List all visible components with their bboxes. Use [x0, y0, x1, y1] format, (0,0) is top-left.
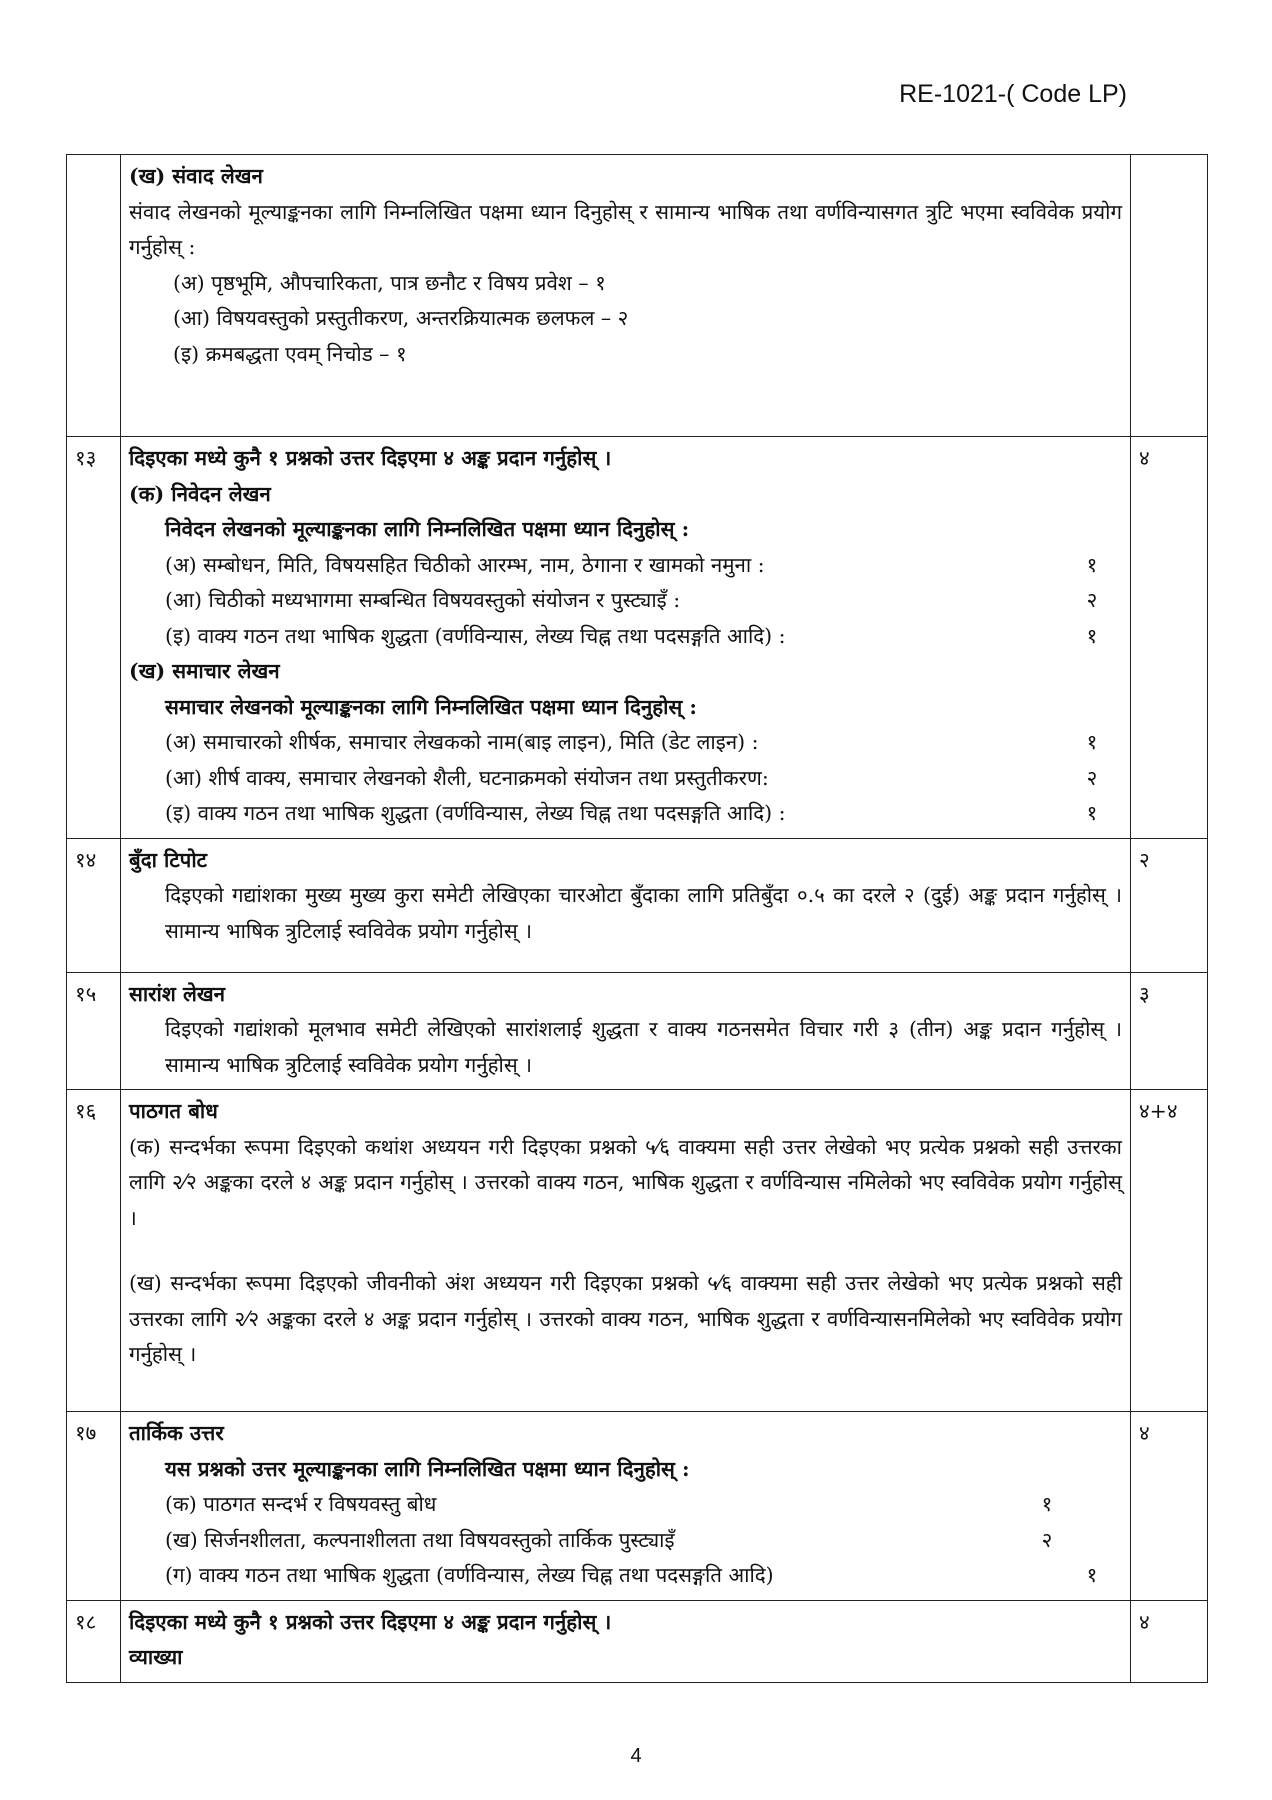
section-heading: व्याख्या [129, 1645, 183, 1669]
page-number: 4 [630, 1745, 642, 1767]
section-heading: (ख) समाचार लेखन [129, 659, 280, 683]
instruction-text: (ख) सन्दर्भका रूपमा दिइएको जीवनीको अंश अध्ययन गरी दिइएका प्रश्नको ५⁄६ वाक्यमा सही उत्तर लेखेको भए प्रत्येक प्रश्नको सही उत्तरका लागि २⁄२ अङ्कका दरले ४ अङ्क प्रदान गर्नुहोस् । उत्तरको वाक्य गठन, भाषिक शुद्धता र वर्णविन्यासनमिलेको भए स्वविवेक प्रयोग गर्नुहोस् । [129, 1271, 1122, 1366]
criterion-row [129, 548, 1122, 584]
question-content [121, 1090, 1131, 1412]
criterion-text: (इ) वाक्य गठन तथा भाषिक शुद्धता (वर्णविन्यास, लेख्य चिह्न तथा पदसङ्गति आदि) : [165, 801, 786, 825]
criterion-mark: १ [1041, 1492, 1053, 1516]
question-marks: ३ [1131, 972, 1208, 1090]
criterion-text: (इ) वाक्य गठन तथा भाषिक शुद्धता (वर्णविन्यास, लेख्य चिह्न तथा पदसङ्गति आदि) : [165, 623, 786, 648]
question-marks [1131, 155, 1208, 437]
criterion-row [129, 796, 1122, 832]
question-number: १६ [67, 1090, 121, 1412]
instruction-text: दिइएको गद्यांशका मुख्य मुख्य कुरा समेटी लेखिएका चारओटा बुँदाका लागि प्रतिबुँदा ०.५ का दरले २ (दुई) अङ्क प्रदान गर्नुहोस् । सामान्य भाषिक त्रुटिलाई स्वविवेक प्रयोग गर्नुहोस् । [165, 883, 1122, 943]
criterion-mark: २ [1086, 765, 1098, 790]
question-marks: ४ [1131, 437, 1208, 839]
criterion-mark: २ [1086, 588, 1098, 612]
criterion-mark: १ [1086, 552, 1098, 577]
criterion-text: (ग) वाक्य गठन तथा भाषिक शुद्धता (वर्णविन्यास, लेख्य चिह्न तथा पदसङ्गति आदि) [165, 1563, 774, 1587]
criterion-mark: १ [1086, 730, 1098, 754]
section-heading: सारांश लेखन [129, 981, 225, 1006]
criterion-row [129, 1558, 1122, 1594]
question-content [121, 1600, 1131, 1682]
table-row [67, 838, 1208, 972]
question-marks: ४ [1131, 1600, 1208, 1682]
question-marks: ४ [1131, 1412, 1208, 1601]
criterion-row [129, 583, 1122, 619]
marking-scheme-table [66, 154, 1208, 1683]
question-content [121, 155, 1131, 437]
criterion-text: (आ) चिठीको मध्यभागमा सम्बन्धित विषयवस्तुको संयोजन र पुस्ट्याइँ : [165, 588, 681, 612]
criterion-item: (अ) पृष्ठभूमि, औपचारिकता, पात्र छनौट र विषय प्रवेश – १ [173, 270, 606, 295]
question-number: १७ [67, 1412, 121, 1601]
instruction-text: (क) सन्दर्भका रूपमा दिइएको कथांश अध्ययन गरी दिइएका प्रश्नको ५⁄६ वाक्यमा सही उत्तर लेखेको भए प्रत्येक प्रश्नको सही उत्तरका लागि २⁄२ अङ्कका दरले ४ अङ्क प्रदान गर्नुहोस् । उत्तरको वाक्य गठन, भाषिक शुद्धता र वर्णविन्यास नमिलेको भए स्वविवेक प्रयोग गर्नुहोस् । [129, 1134, 1122, 1230]
criterion-text: (आ) शीर्ष वाक्य, समाचार लेखनको शैली, घटनाक्रमको संयोजन तथा प्रस्तुतीकरण: [165, 765, 769, 790]
document-code: RE-1021-( Code LP) [899, 80, 1127, 108]
table-row [67, 1090, 1208, 1412]
criterion-row [129, 619, 1122, 655]
question-number [67, 155, 121, 437]
criterion-item: (इ) क्रमबद्धता एवम् निचोड – १ [173, 341, 407, 366]
instruction-text: दिइएको गद्यांशको मूलभाव समेटी लेखिएको सारांशलाई शुद्धता र वाक्य गठनसमेत विचार गरी ३ (तीन) अङ्क प्रदान गर्नुहोस् । सामान्य भाषिक त्रुटिलाई स्वविवेक प्रयोग गर्नुहोस् । [165, 1017, 1122, 1077]
criterion-mark: १ [1086, 801, 1098, 825]
criteria-lead: समाचार लेखनको मूल्याङ्कनका लागि निम्नलिखित पक्षमा ध्यान दिनुहोस् : [165, 694, 697, 719]
criterion-mark: २ [1041, 1527, 1053, 1552]
criterion-row [129, 725, 1122, 761]
table-row [67, 1412, 1208, 1601]
table-row [67, 155, 1208, 437]
table-row [67, 1600, 1208, 1682]
criterion-item: (आ) विषयवस्तुको प्रस्तुतीकरण, अन्तरक्रियात्मक छलफल – २ [173, 306, 629, 330]
criteria-lead: निवेदन लेखनको मूल्याङ्कनका लागि निम्नलिखित पक्षमा ध्यान दिनुहोस् : [165, 517, 690, 541]
section-heading: पाठगत बोध [129, 1099, 218, 1123]
question-number: १४ [67, 838, 121, 972]
question-marks: २ [1131, 838, 1208, 972]
question-number: १३ [67, 437, 121, 839]
table-row [67, 437, 1208, 839]
question-content [121, 1412, 1131, 1601]
section-heading: (क) निवेदन लेखन [129, 481, 271, 506]
criteria-lead: यस प्रश्नको उत्तर मूल्याङ्कनका लागि निम्नलिखित पक्षमा ध्यान दिनुहोस् : [165, 1456, 690, 1481]
section-heading: बुँदा टिपोट [129, 847, 207, 872]
criterion-text: (अ) सम्बोधन, मिति, विषयसहित चिठीको आरम्भ, नाम, ठेगाना र खामको नमुना : [165, 552, 765, 577]
question-content [121, 437, 1131, 839]
criterion-row [129, 1487, 1122, 1523]
question-instruction: दिइएका मध्ये कुनै १ प्रश्नको उत्तर दिइएमा ४ अङ्क प्रदान गर्नुहोस् । [129, 446, 612, 470]
question-instruction: दिइएका मध्ये कुनै १ प्रश्नको उत्तर दिइएमा ४ अङ्क प्रदान गर्नुहोस् । [129, 1609, 612, 1634]
criterion-mark: १ [1086, 623, 1098, 648]
criterion-row [129, 761, 1122, 797]
criterion-text: (क) पाठगत सन्दर्भ र विषयवस्तु बोध [165, 1492, 437, 1516]
criterion-row [129, 1523, 1122, 1559]
criterion-mark: १ [1086, 1563, 1098, 1587]
section-heading: तार्किक उत्तर [129, 1421, 224, 1445]
section-heading: (ख) संवाद लेखन [129, 164, 263, 188]
instruction-text: संवाद लेखनको मूल्याङ्कनका लागि निम्नलिखित पक्षमा ध्यान दिनुहोस् र सामान्य भाषिक तथा वर्णविन्यासगत त्रुटि भएमा स्वविवेक प्रयोग गर्नुहोस् : [129, 199, 1122, 259]
question-number: १५ [67, 972, 121, 1090]
criterion-text: (ख) सिर्जनशीलता, कल्पनाशीलता तथा विषयवस्तुको तार्किक पुस्ट्याइँ [165, 1527, 675, 1552]
criterion-text: (अ) समाचारको शीर्षक, समाचार लेखकको नाम(बाइ लाइन), मिति (डेट लाइन) : [165, 730, 759, 754]
question-number: १८ [67, 1600, 121, 1682]
question-content [121, 838, 1131, 972]
question-content [121, 972, 1131, 1090]
table-row [67, 972, 1208, 1090]
question-marks: ४+४ [1131, 1090, 1208, 1412]
